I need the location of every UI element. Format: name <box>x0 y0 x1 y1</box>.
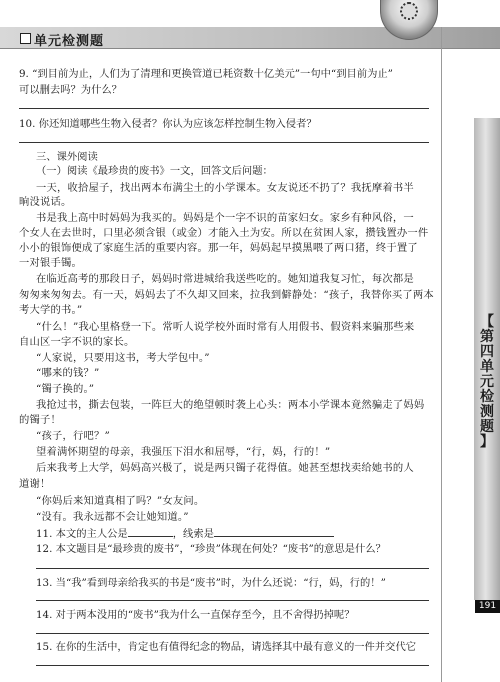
margin-line <box>441 27 442 682</box>
story-line: “孩子，行吧？” <box>36 430 110 442</box>
story-line: 的镯子！ <box>19 414 61 426</box>
sidebar-label-char: 】 <box>480 434 494 450</box>
story-line: 自山区一字不识的家长。 <box>19 336 135 348</box>
sidebar-label-char: 题 <box>480 419 494 435</box>
q11-prompt-clue: ，线索是 <box>172 528 214 540</box>
answer-line <box>19 108 429 109</box>
q10: 10. 你还知道哪些生物入侵者？你认为应该怎样控制生物入侵者？ <box>19 118 317 130</box>
sidebar-label <box>475 315 499 450</box>
answer-line <box>36 568 429 569</box>
story-line: “人家说，只要用这书，考大学包中。” <box>36 352 210 364</box>
story-line: “镯子换的。” <box>36 383 95 395</box>
header-title: 单元检测题 <box>34 34 105 49</box>
q11-blank-clue[interactable] <box>214 526 334 537</box>
sidebar-label-char: 四 <box>480 344 494 360</box>
sidebar-label-char: 元 <box>480 374 494 390</box>
story-line: 望着满怀期望的母亲，我强压下泪水和屈辱，“行，妈，行的！” <box>36 446 331 458</box>
story-line: 晌没说话。 <box>19 196 72 208</box>
checkbox-square-icon <box>20 33 31 44</box>
answer-line <box>36 633 429 634</box>
sidebar-label-char: 第 <box>480 329 494 345</box>
q12: 12. 本文题目是“最珍贵的废书”，“珍贵”体现在何处？“废书”的意思是什么？ <box>36 543 386 555</box>
story-line: 我抢过书，撕去包装，一阵巨大的绝望顿时袭上心头：两本小学课本竟然骗走了妈妈 <box>36 399 425 411</box>
sidebar-label-char: 【 <box>480 314 494 330</box>
story-line: 个女人在去世时，口里必须含银（或金）才能入土为安。所以在贫困人家，攒钱置办一件 <box>19 227 429 239</box>
q9-line1: 9. “到目前为止，人们为了清理和更换管道已耗资数十亿美元”一句中“到目前为止” <box>19 68 393 80</box>
story-line: 在临近高考的那段日子，妈妈时常进城给我送些吃的。她知道我复习忙，每次都是 <box>36 273 414 285</box>
page-number: 191 <box>475 600 500 613</box>
q13: 13. 当“我”看到母亲给我买的书是“废书”时，为什么还说：“行，妈，行的！” <box>36 577 386 589</box>
story-line: “什么！”我心里格登一下。常听人说学校外面时常有人用假书、假资料来骗那些来 <box>36 321 415 333</box>
q9-line2: 可以删去吗？为什么？ <box>19 84 122 96</box>
story-line: 一对银手镯。 <box>19 257 82 269</box>
answer-line <box>19 142 429 143</box>
story-line: “哪来的钱？” <box>36 367 100 379</box>
story-line: 考大学的书。” <box>19 304 83 316</box>
story-line: 道谢！ <box>19 478 51 490</box>
sidebar-label-char: 单 <box>480 359 494 375</box>
story-line: 后来我考上大学，妈妈高兴极了，说是两只镯子花得值。她甚至想找卖给她书的人 <box>36 462 414 474</box>
q15: 15. 在你的生活中，肯定也有值得纪念的物品，请选择其中最有意义的一件并交代它 <box>36 641 417 653</box>
story-line: “没有。我永远都不会让她知道。” <box>36 511 189 523</box>
q11-prompt: 11. 本文的主人公是 <box>36 528 128 540</box>
story-line: 匆匆来匆匆去。有一天，妈妈去了不久却又回来，拉我到僻静处：“孩子，我替你买了两本 <box>19 289 434 301</box>
story-line: 书是我上高中时妈妈为我买的。妈妈是个一字不识的苗家妇女。家乡有种风俗，一 <box>36 212 414 224</box>
q14: 14. 对于两本没用的“废书”我为什么一直保存至今，且不舍得扔掉呢？ <box>36 609 355 621</box>
section-title: 三、课外阅读 <box>36 151 98 163</box>
answer-line <box>36 600 429 601</box>
q11-blank-protagonist[interactable] <box>128 526 173 537</box>
q11 <box>36 526 334 541</box>
answer-line <box>36 665 429 666</box>
section-intro: （一）阅读《最珍贵的废书》一文，回答文后问题： <box>36 165 273 177</box>
story-line: “你妈后来知道真相了吗？”女友问。 <box>36 495 205 507</box>
sidebar-label-char: 检 <box>480 389 494 405</box>
sidebar-label-char: 测 <box>480 404 494 420</box>
story-line: 小小的银饰便成了家庭生活的重要内容。那一年，妈妈起早摸黑喂了两口猪，终于置了 <box>19 242 418 254</box>
gear-center-icon <box>400 2 418 20</box>
story-line: 一天，收拾屋子，找出两本布满尘土的小学课本。女友说还不扔了？我抚摩着书半 <box>36 182 414 194</box>
